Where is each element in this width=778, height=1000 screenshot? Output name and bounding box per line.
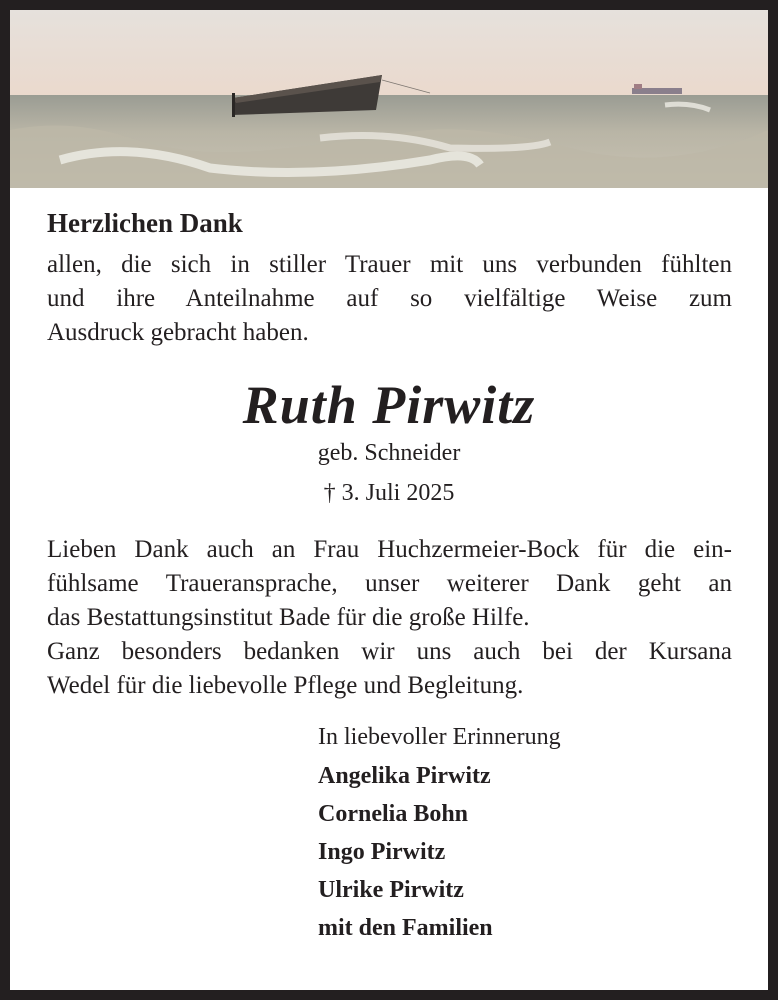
intro-line: allen, die sich in stiller Trauer mit uns verbunden fühlten — [47, 251, 732, 278]
death-date: † 3. Juli 2025 — [323, 480, 455, 506]
obituary-card — [10, 10, 768, 990]
thanks-line: Wedel für die liebevolle Pflege und Begleitung. — [47, 672, 524, 699]
closing-phrase: In liebevoller Erinnerung — [318, 724, 561, 750]
birth-name: geb. Schneider — [317, 440, 461, 466]
intro-line: und ihre Anteilnahme auf so vielfältige Weise zum — [47, 285, 732, 312]
thanks-line: Ganz besonders bedanken wir uns auch bei der Kursana — [47, 638, 732, 665]
thanks-line: Lieben Dank auch an Frau Huchzermeier-Bock für die ein- — [47, 536, 732, 563]
heading: Herzlichen Dank — [47, 208, 243, 238]
sea-photo — [10, 10, 768, 188]
signatory: Ingo Pirwitz — [318, 839, 446, 865]
intro-line: Ausdruck gebracht haben. — [47, 319, 309, 346]
signatory: Angelika Pirwitz — [318, 763, 491, 789]
signatory: mit den Familien — [318, 915, 493, 941]
deceased-name: Ruth Pirwitz — [242, 375, 536, 435]
signatory: Ulrike Pirwitz — [318, 877, 464, 903]
boat-icon — [10, 10, 768, 188]
signatory: Cornelia Bohn — [318, 801, 469, 827]
thanks-line: fühlsame Traueransprache, unser weiterer Dank geht an — [47, 570, 732, 597]
thanks-line: das Bestattungsinstitut Bade für die große Hilfe. — [47, 604, 530, 631]
